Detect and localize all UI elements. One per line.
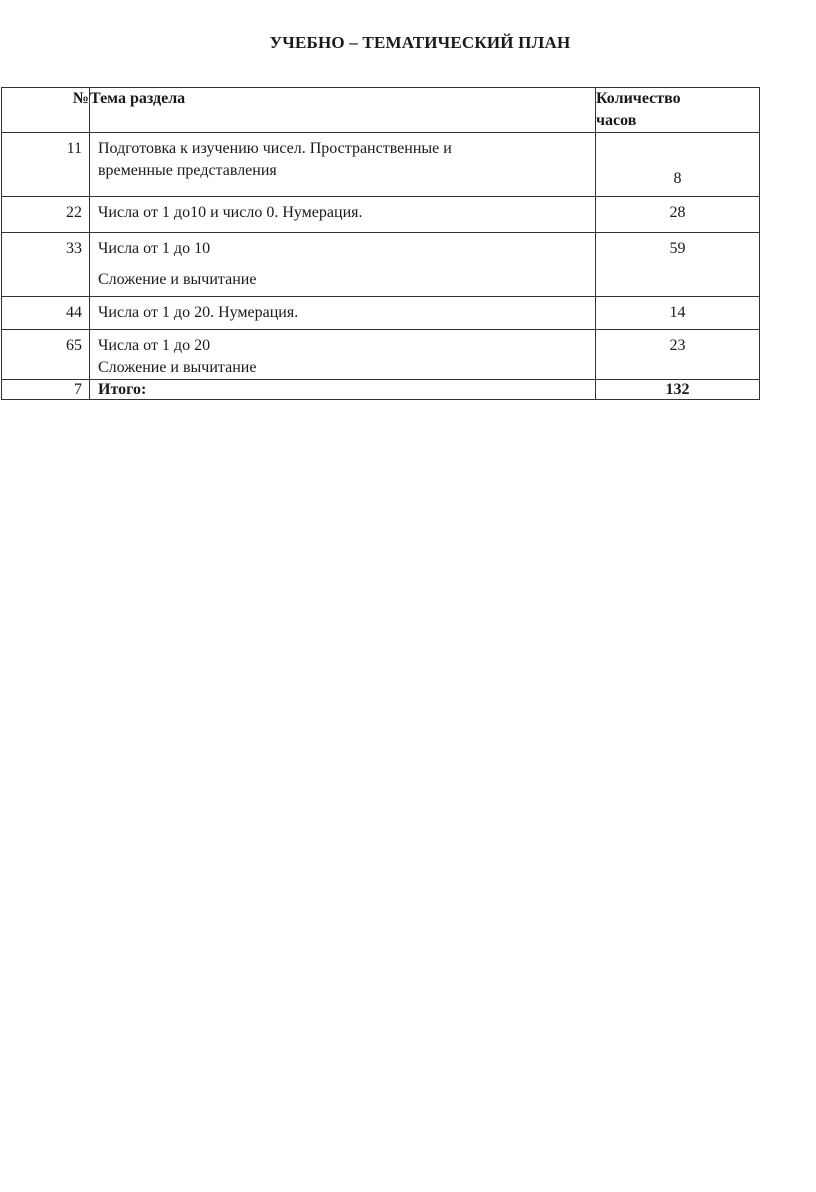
row-hours: 59: [596, 233, 760, 297]
header-hours: [596, 88, 760, 133]
row-number: 33: [2, 233, 90, 297]
table-row: [2, 197, 760, 233]
thematic-plan-table: [1, 87, 760, 400]
row-number: 65: [2, 330, 90, 380]
table-row: [2, 330, 760, 380]
row-topic-line1: Числа от 1 до 10: [98, 240, 211, 257]
row-hours: 28: [596, 197, 760, 233]
table-header-row: [2, 88, 760, 133]
row-topic-line2: Сложение и вычитание: [98, 359, 257, 376]
row-number: 44: [2, 297, 90, 330]
row-hours: 23: [596, 330, 760, 380]
document-title: УЧЕБНО – ТЕМАТИЧЕСКИЙ ПЛАН: [269, 33, 571, 52]
row-topic: [90, 233, 596, 297]
row-hours: [596, 133, 760, 197]
row-topic: [90, 330, 596, 380]
row-hours-value: 8: [673, 170, 682, 187]
row-topic: [90, 133, 596, 197]
total-label: Итого:: [90, 380, 596, 400]
table-row: [2, 297, 760, 330]
row-topic-line2: временные представления: [98, 162, 277, 179]
table-total-row: [2, 380, 760, 400]
table-row: [2, 233, 760, 297]
total-hours: 132: [596, 380, 760, 400]
header-topic: Тема раздела: [90, 88, 596, 133]
header-number: №: [2, 88, 90, 133]
row-topic: Числа от 1 до10 и число 0. Нумерация.: [90, 197, 596, 233]
row-topic: Числа от 1 до 20. Нумерация.: [90, 297, 596, 330]
header-hours-line2: часов: [596, 112, 637, 129]
header-hours-line1: Количество: [596, 90, 681, 107]
row-hours: 14: [596, 297, 760, 330]
row-topic-line2: Сложение и вычитание: [98, 271, 257, 288]
table-row: [2, 133, 760, 197]
total-number: 7: [2, 380, 90, 400]
row-number: 11: [2, 133, 90, 197]
row-topic-line1: Числа от 1 до 20: [98, 337, 211, 354]
row-topic-line1: Подготовка к изучению чисел. Пространственные и: [98, 140, 452, 157]
row-number: 22: [2, 197, 90, 233]
